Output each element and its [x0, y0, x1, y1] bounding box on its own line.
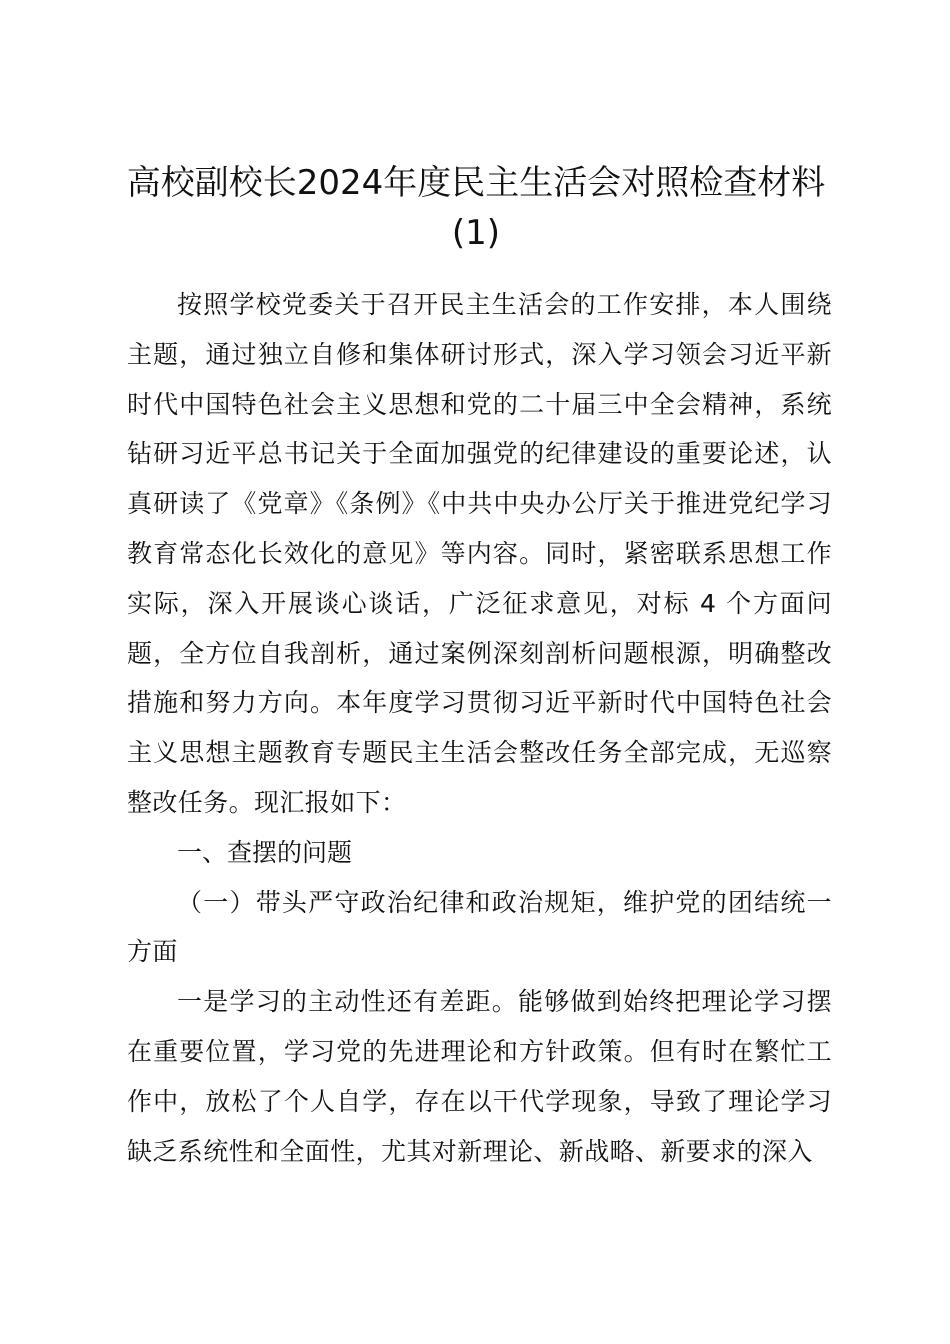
intro-paragraph: 按照学校党委关于召开民主生活会的工作安排，本人围绕主题，通过独立自修和集体研讨形式，深入学习领会习近平新时代中国特色社会主义思想和党的二十届三中全会精神，系统钻研习近平总书记关于全面加强党的纪律建设的重要论述，认真研读了《党章》《条例》《中共中央办公厅关于推进党纪学习教育常态化长效化的意见》等内容。同时，紧密联系思想工作实际，深入开展谈心谈话，广泛征求意见，对标 4 个方面问题，全方位自我剖析，通过案例深刻剖析问题根源，明确整改措施和努力方向。本年度学习贯彻习近平新时代中国特色社会主义思想主题教育专题民主生活会整改任务全部完成，无巡察整改任务。现汇报如下： — [127, 290, 832, 817]
section-heading: 一、查摆的问题 — [177, 837, 353, 867]
document-body — [127, 280, 832, 1176]
subsection-heading: （一）带头严守政治纪律和政治规矩，维护党的团结统一方面 — [127, 887, 832, 967]
document-title: 高校副校长2024年度民主生活会对照检查材料(1) — [126, 163, 826, 253]
point-paragraph: 一是学习的主动性还有差距。能够做到始终把理论学习摆在重要位置，学习党的先进理论和方针政策。但有时在繁忙工作中，放松了个人自学，存在以干代学现象，导致了理论学习缺乏系统性和全面性，尤其对新理论、新战略、新要求的深入 — [127, 987, 832, 1166]
